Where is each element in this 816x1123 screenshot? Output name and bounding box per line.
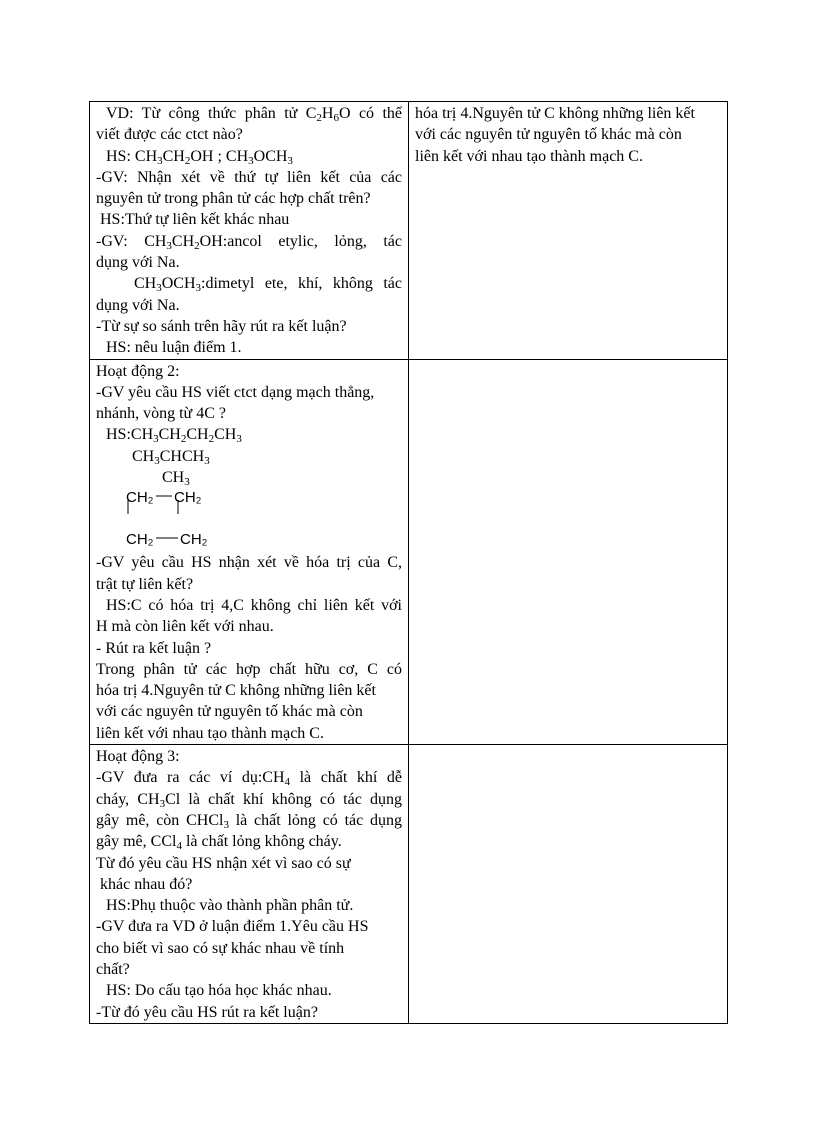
lesson-table: [89, 101, 728, 1024]
text-line: HS:Phụ thuộc vào thành phần phân tử.: [106, 897, 354, 915]
formula-line: $HS:CH_3CH_2CH_2CH_3$: [106, 426, 242, 446]
ring-atom: CH₂: [174, 489, 202, 507]
teacher-student-cell: [90, 102, 409, 360]
text-line: HS:C có hóa trị 4,C không chỉ liên kết với: [106, 596, 402, 614]
text-line: -GV yêu cầu HS nhận xét về hóa trị của C,: [96, 554, 402, 572]
text-line: -GV: $CH_3CH_2OH:ancol$ etylic, lỏng, tác: [96, 232, 402, 252]
text-line: -GV đưa ra VD ở luận điểm 1.Yêu cầu HS: [96, 918, 369, 936]
text-line: hóa trị 4.Nguyên tử C không những liên kết: [415, 105, 695, 122]
text-line: trật tự liên kết?: [96, 575, 194, 593]
text-line: với các nguyên tử nguyên tố khác mà còn: [415, 126, 682, 144]
content-cell: [409, 745, 728, 1024]
activity-2-cell: [90, 359, 409, 744]
text-line: nguyên tử trong phân tử các hợp chất trên?: [96, 190, 371, 208]
table-row: [90, 102, 728, 360]
ring-atom: CH₂: [180, 531, 208, 549]
text-line: khác nhau đó?: [100, 875, 193, 893]
text-line: -GV đưa ra các ví $dụ:CH_4$ là chất khí dễ: [96, 769, 402, 789]
text-line: cho biết vì sao có sự khác nhau về tính: [96, 939, 345, 957]
ring-atom: CH₂: [126, 531, 154, 549]
text-line: Trong phân tử các hợp chất hữu cơ, C có: [96, 660, 402, 678]
text-line: chất?: [96, 960, 130, 978]
text-line: VD: Từ công thức phân tử $C_2H_6O$ có thể: [106, 105, 402, 124]
text-line: dụng với Na.: [96, 296, 180, 314]
activity-heading: Hoạt động 2:: [96, 362, 180, 380]
text-line: HS: nêu luận điểm 1.: [106, 339, 242, 357]
text-line: HS: Do cấu tạo hóa học khác nhau.: [106, 982, 332, 1000]
formula-line: $CH_3CHCH_3$: [132, 447, 210, 467]
text-line: nhánh, vòng từ 4C ?: [96, 405, 226, 423]
content-cell: [409, 359, 728, 744]
text-line: -GV yêu cầu HS viết ctct dạng mạch thẳng,: [96, 383, 375, 401]
table-row: [90, 745, 728, 1024]
text-line: -Từ đó yêu cầu HS rút ra kết luận?: [96, 1003, 318, 1021]
text-line: HS:Thứ tự liên kết khác nhau: [100, 211, 290, 229]
text-line: - Rút ra kết luận ?: [96, 639, 212, 657]
content-cell: [409, 102, 728, 360]
text-line: Từ đó yêu cầu HS nhận xét vì sao có sự: [96, 854, 351, 872]
text-line: viết được các ctct nào?: [96, 126, 243, 144]
formula-line: HS: $CH_3CH_2OH$ ; $CH_3OCH_3$: [106, 147, 293, 167]
text-line: với các nguyên tử nguyên tố khác mà còn: [96, 703, 363, 721]
formula-line: $CH_3$: [162, 469, 190, 489]
text-line: -Từ sự so sánh trên hãy rút ra kết luận?: [96, 317, 347, 335]
cyclobutane-structure: [96, 488, 402, 552]
activity-3-cell: [90, 745, 409, 1024]
text-line: gây mê, còn CHCl$_3$ là chất lỏng có tác dụng: [96, 811, 403, 831]
text-line: cháy, $CH_3Cl$ là chất khí không có tác dụng: [96, 790, 402, 810]
text-line: $CH_3OCH_3:dimetyl$ ete, khí, không tác: [134, 275, 402, 295]
text-line: gây mê, CCl$_4$ là chất lỏng không cháy.: [96, 833, 342, 853]
table-row: [90, 359, 728, 744]
text-line: -GV: Nhận xét về thứ tự liên kết của các: [96, 168, 402, 186]
text-line: dụng với Na.: [96, 254, 180, 272]
text-line: H mà còn liên kết với nhau.: [96, 618, 274, 636]
text-line: hóa trị 4.Nguyên tử C không những liên kết: [96, 682, 376, 700]
text-line: liên kết với nhau tạo thành mạch C.: [415, 147, 643, 165]
text-line: liên kết với nhau tạo thành mạch C.: [96, 724, 324, 742]
ring-atom: CH₂: [126, 489, 154, 507]
activity-heading: Hoạt động 3:: [96, 748, 180, 766]
